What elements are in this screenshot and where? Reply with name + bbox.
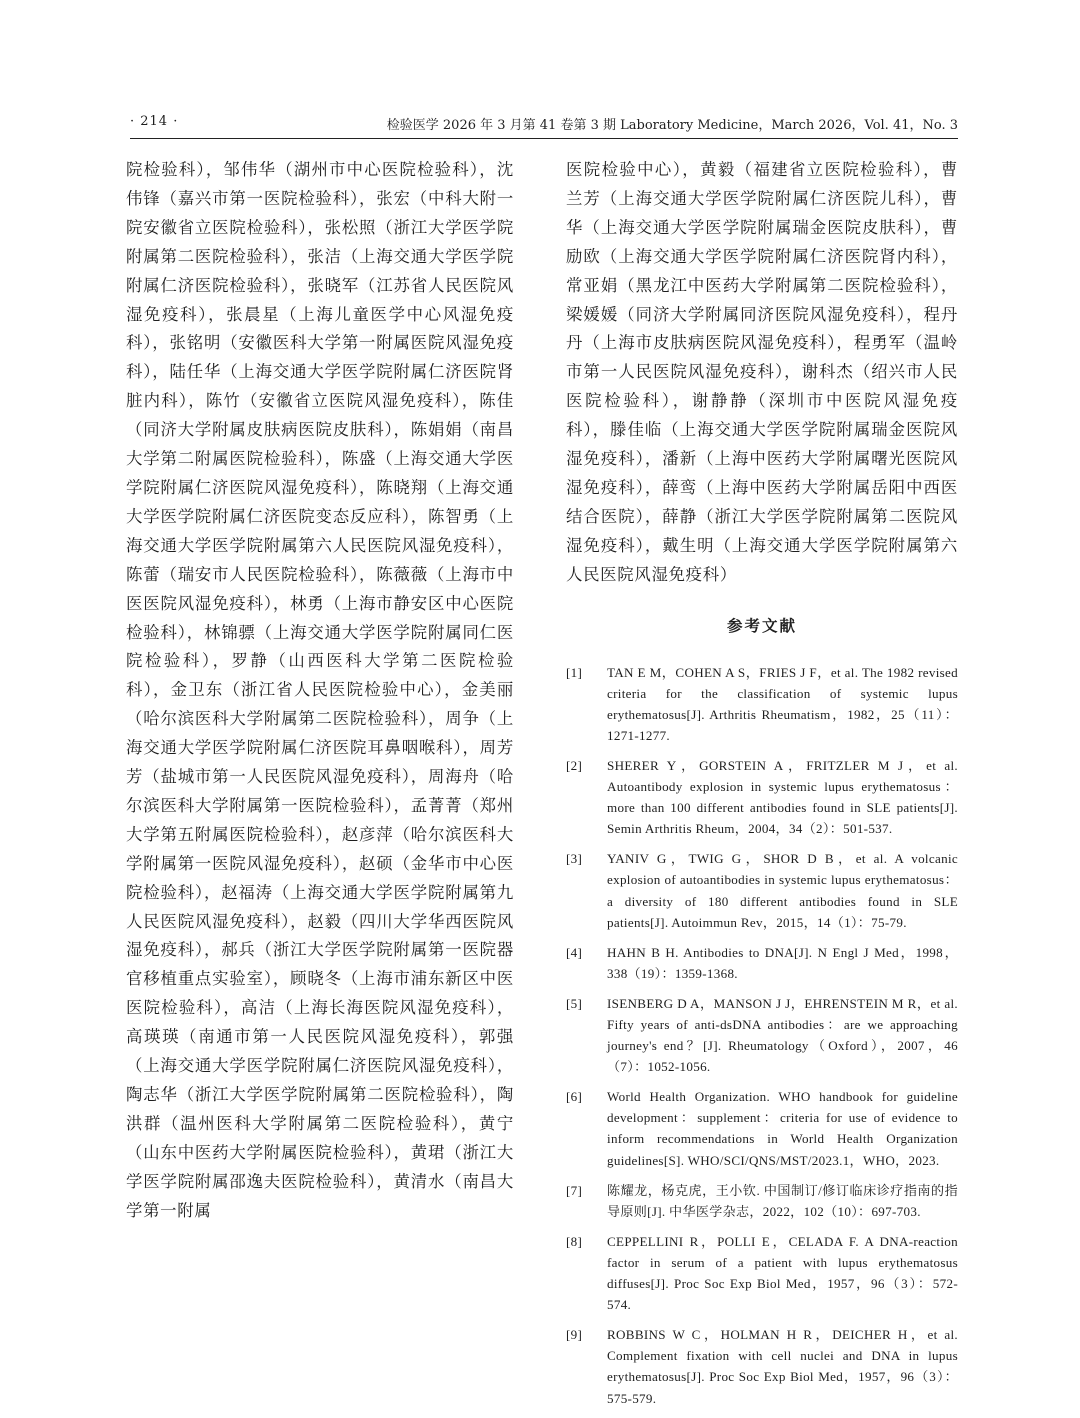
reference-item [566, 1180, 958, 1222]
acknowledgment-paragraph-right: 医院检验中心），黄毅（福建省立医院检验科），曹兰芳（上海交通大学医学院附属仁济医院儿科），曹华（上海交通大学医学院附属瑞金医院皮肤科），曹励欧（上海交通大学医学院附属仁济医院肾内科），常亚娟（黑龙江中医药大学附属第二医院检验科），梁媛媛（同济大学附属同济医院风湿免疫科），程丹丹（上海市皮肤病医院风湿免疫科），程勇军（温岭市第一人民医院风湿免疫科），谢科杰（绍兴市人民医院检验科），谢静静（深圳市中医院风湿免疫科），滕佳临（上海交通大学医学院附属瑞金医院风湿免疫科），潘新（上海中医药大学附属曙光医院风湿免疫科），薛鸾（上海中医药大学附属岳阳中西医结合医院），薛静（浙江大学医学院附属第二医院风湿免疫科），戴生明（上海交通大学医学院附属第六人民医院风湿免疫科） [566, 160, 958, 584]
reference-text: ROBBINS W C，HOLMAN H R，DEICHER H，et al. Complement fixation with cell nuclei and DNA in lupus erythematosus[J]. Proc Soc Exp Biol Med，1957，96（3）：575-579. [607, 1327, 958, 1406]
reference-text: SHERER Y，GORSTEIN A，FRITZLER M J，et al. Autoantibody explosion in systemic lupus erythematosus：more than 100 different antibodies found in SLE patients[J]. Semin Arthritis Rheum，2004，34（2）：501-537. [607, 757, 958, 837]
reference-number: [6] [566, 1089, 583, 1105]
reference-number: [5] [566, 995, 583, 1011]
reference-item [566, 848, 958, 932]
reference-number: [1] [566, 664, 583, 680]
references-heading: 参考文献 [726, 616, 797, 635]
reference-item [566, 1086, 958, 1170]
reference-list [566, 662, 958, 1409]
reference-item [566, 1324, 958, 1408]
journal-citation-line: 检验医学 2026 年 3 月第 41 卷第 3 期 Laboratory Medicine，March 2026，Vol. 41，No. 3 [386, 118, 958, 133]
reference-text: HAHN B H. Antibodies to DNA[J]. N Engl J Med，1998，338（19）：1359-1368. [607, 944, 958, 981]
reference-item [566, 755, 958, 839]
reference-number: [4] [566, 944, 583, 960]
reference-number: [9] [566, 1327, 583, 1343]
reference-text: TAN E M，COHEN A S，FRIES J F，et al. The 1982 revised criteria for the classification of systemic lupus erythematosus[J]. Arthritis Rheumatism，1982，25（11）：1271-1277. [607, 664, 958, 743]
reference-number: [8] [566, 1233, 583, 1249]
reference-number: [2] [566, 757, 583, 773]
left-column [126, 156, 514, 1226]
reference-text: 陈耀龙，杨克虎，王小钦. 中国制订/修订临床诊疗指南的指导原则[J]. 中华医学杂志，2022，102（10）：697-703. [607, 1182, 958, 1219]
acknowledgment-paragraph-left: 院检验科），邹伟华（湖州市中心医院检验科），沈伟锋（嘉兴市第一医院检验科），张宏（中科大附一院安徽省立医院检验科），张松照（浙江大学医学院附属第二医院检验科），张洁（上海交通大学医学院附属仁济医院检验科），张晓军（江苏省人民医院风湿免疫科），张晨星（上海儿童医学中心风湿免疫科），张铭明（安徽医科大学第一附属医院风湿免疫科），陆任华（上海交通大学医学院附属仁济医院肾脏内科），陈竹（安徽省立医院风湿免疫科），陈佳（同济大学附属皮肤病医院皮肤科），陈娟娟（南昌大学第二附属医院检验科），陈盛（上海交通大学医学院附属仁济医院风湿免疫科），陈晓翔（上海交通大学医学院附属仁济医院变态反应科），陈智勇（上海交通大学医学院附属第六人民医院风湿免疫科），陈蕾（瑞安市人民医院检验科），陈薇薇（上海市中医医院风湿免疫科），林勇（上海市静安区中心医院检验科），林锦骠（上海交通大学医学院附属同仁医院检验科），罗静（山西医科大学第二医院检验科），金卫东（浙江省人民医院检验中心），金美丽（哈尔滨医科大学附属第二医院检验科），周争（上海交通大学医学院附属仁济医院耳鼻咽喉科），周芳芳（盐城市第一人民医院风湿免疫科），周海舟（哈尔滨医科大学附属第一医院检验科），孟菁菁（郑州大学第五附属医院检验科），赵彦萍（哈尔滨医科大学附属第一医院风湿免疫科），赵硕（金华市中心医院检验科），赵福涛（上海交通大学医学院附属第九人民医院风湿免疫科），赵毅（四川大学华西医院风湿免疫科），郝兵（浙江大学医学院附属第一医院器官移植重点实验室），顾晓冬（上海市浦东新区中医医院检验科），高洁（上海长海医院风湿免疫科），高瑛瑛（南通市第一人民医院风湿免疫科），郭强（上海交通大学医学院附属仁济医院风湿免疫科），陶志华（浙江大学医学院附属第二医院检验科），陶洪群（温州医科大学附属第二医院检验科），黄宁（山东中医药大学附属医院检验科），黄珺（浙江大学医学院附属邵逸夫医院检验科），黄清水（南昌大学第一附属 [126, 160, 514, 1220]
reference-text: YANIV G，TWIG G，SHOR D B，et al. A volcanic explosion of autoantibodies in systemic lupus erythematosus：a diversity of 180 different antibodies found in SLE patients[J]. Autoimmun Rev，2015，14（1）：75-79. [607, 851, 958, 930]
reference-item [566, 993, 958, 1077]
reference-number: [3] [566, 851, 583, 867]
reference-item [566, 1231, 958, 1315]
reference-text: ISENBERG D A，MANSON J J，EHRENSTEIN M R，et al. Fifty years of anti-dsDNA antibodies：are we approaching journey's end？[J]. Rheumatology（Oxford），2007，46（7）：1052-1056. [607, 995, 958, 1075]
right-column [566, 156, 958, 1418]
reference-text: CEPPELLINI R，POLLI E，CELADA F. A DNA-reaction factor in serum of a patient with lupus erythematosus diffuses[J]. Proc Soc Exp Biol Med，1957，96（3）：572-574. [607, 1233, 958, 1313]
reference-item [566, 942, 958, 984]
running-header [130, 114, 958, 139]
reference-number: [7] [566, 1182, 583, 1198]
reference-item [566, 662, 958, 746]
page-number: · 214 · [130, 114, 179, 129]
reference-text: World Health Organization. WHO handbook for guideline development：supplement：criteria for use of evidence to inform recommendations in World Health Organization guidelines[S]. WHO/SCI/QNS/MST/2023.1，WHO，2023. [607, 1089, 958, 1168]
